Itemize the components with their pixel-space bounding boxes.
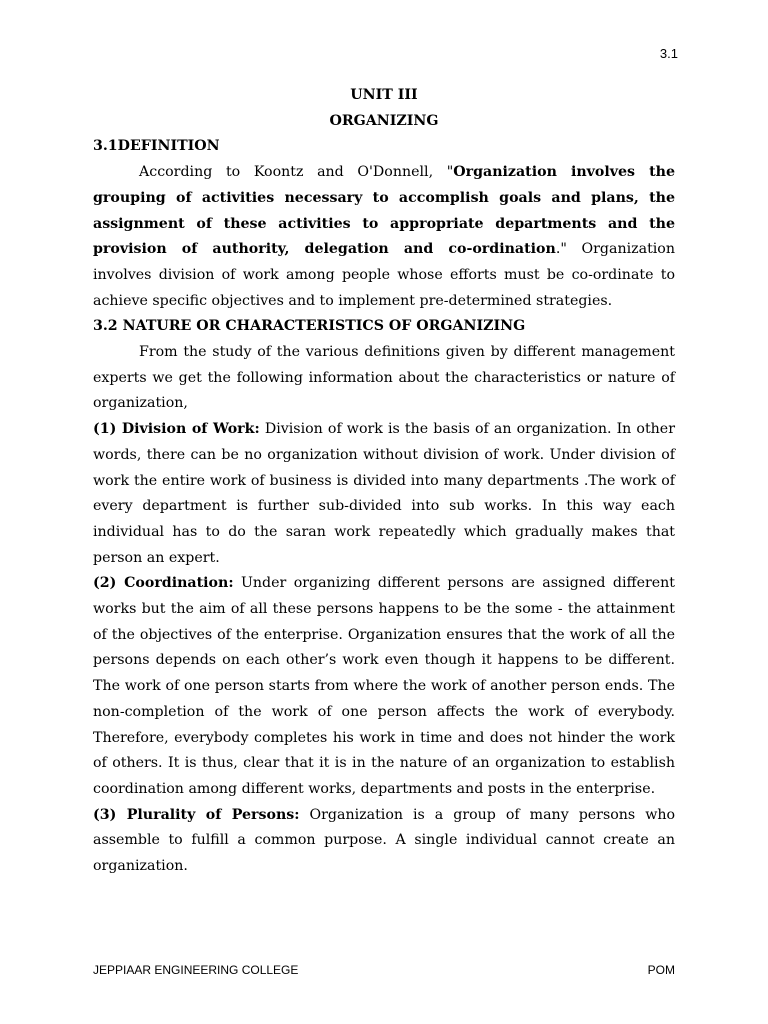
- nature-intro-paragraph: From the study of the various definitions given by different management experts we get the following information about the characteristics or nature of organization,: [93, 344, 675, 412]
- characteristic-text: Organization is a group of many persons who assemble to fulfill a common purpose. A single individual cannot create an organization.: [93, 806, 676, 875]
- characteristic-label: (2) Coordination:: [93, 575, 234, 592]
- characteristic-label: (1) Division of Work:: [93, 421, 260, 438]
- unit-heading: UNIT III: [350, 87, 418, 103]
- chapter-title: ORGANIZING: [329, 112, 439, 129]
- characteristic-item: [93, 803, 675, 880]
- characteristic-text: Division of work is the basis of an organization. In other words, there can be no organization without division of work. Under division of work the entire work of business is divided into many departments .The work of every department is further sub-divided into sub works. In this way each individual has to do the saran work repeatedly which gradually makes that person an expert.: [93, 421, 675, 566]
- definition-intro: According to Koontz and O'Donnell, ": [139, 164, 454, 181]
- footer-subject: POM: [647, 963, 675, 977]
- section-heading-definition: 3.1DEFINITION: [93, 138, 220, 155]
- footer-college-name: JEPPIAAR ENGINEERING COLLEGE: [93, 963, 299, 977]
- characteristic-label: (3) Plurality of Persons:: [93, 806, 300, 823]
- characteristic-item: [93, 417, 675, 571]
- definition-quote: Organization involves the grouping of activities necessary to accomplish goals and plans, the assignment of these activities to appropriate departments and the provision of authority, delegation and co-ordination: [93, 164, 675, 258]
- definition-rest: ." Organization involves division of work among people whose efforts must be co-ordinate to achieve specific objectives and to implement pre-determined strategies.: [93, 241, 675, 309]
- definition-paragraph: [93, 160, 675, 314]
- characteristic-item: [93, 571, 675, 802]
- characteristic-text: Under organizing different persons are assigned different works but the aim of all these persons happens to be the some - the attainment of the objectives of the enterprise. Organization ensures that the work of all the persons depends on each other’s work even though it happens to be different. The work of one person starts from where the work of another person ends. The non-completion of the work of one person affects the work of everybody. Therefore, everybody completes his work in time and does not hinder the work of others. It is thus, clear that it is in the nature of an organization to establish coordination among different works, departments and posts in the enterprise.: [93, 575, 675, 797]
- page-number: 3.1: [659, 46, 678, 61]
- document-body: [93, 83, 675, 880]
- section-heading-nature: 3.2 NATURE OR CHARACTERISTICS OF ORGANIZING: [93, 318, 526, 335]
